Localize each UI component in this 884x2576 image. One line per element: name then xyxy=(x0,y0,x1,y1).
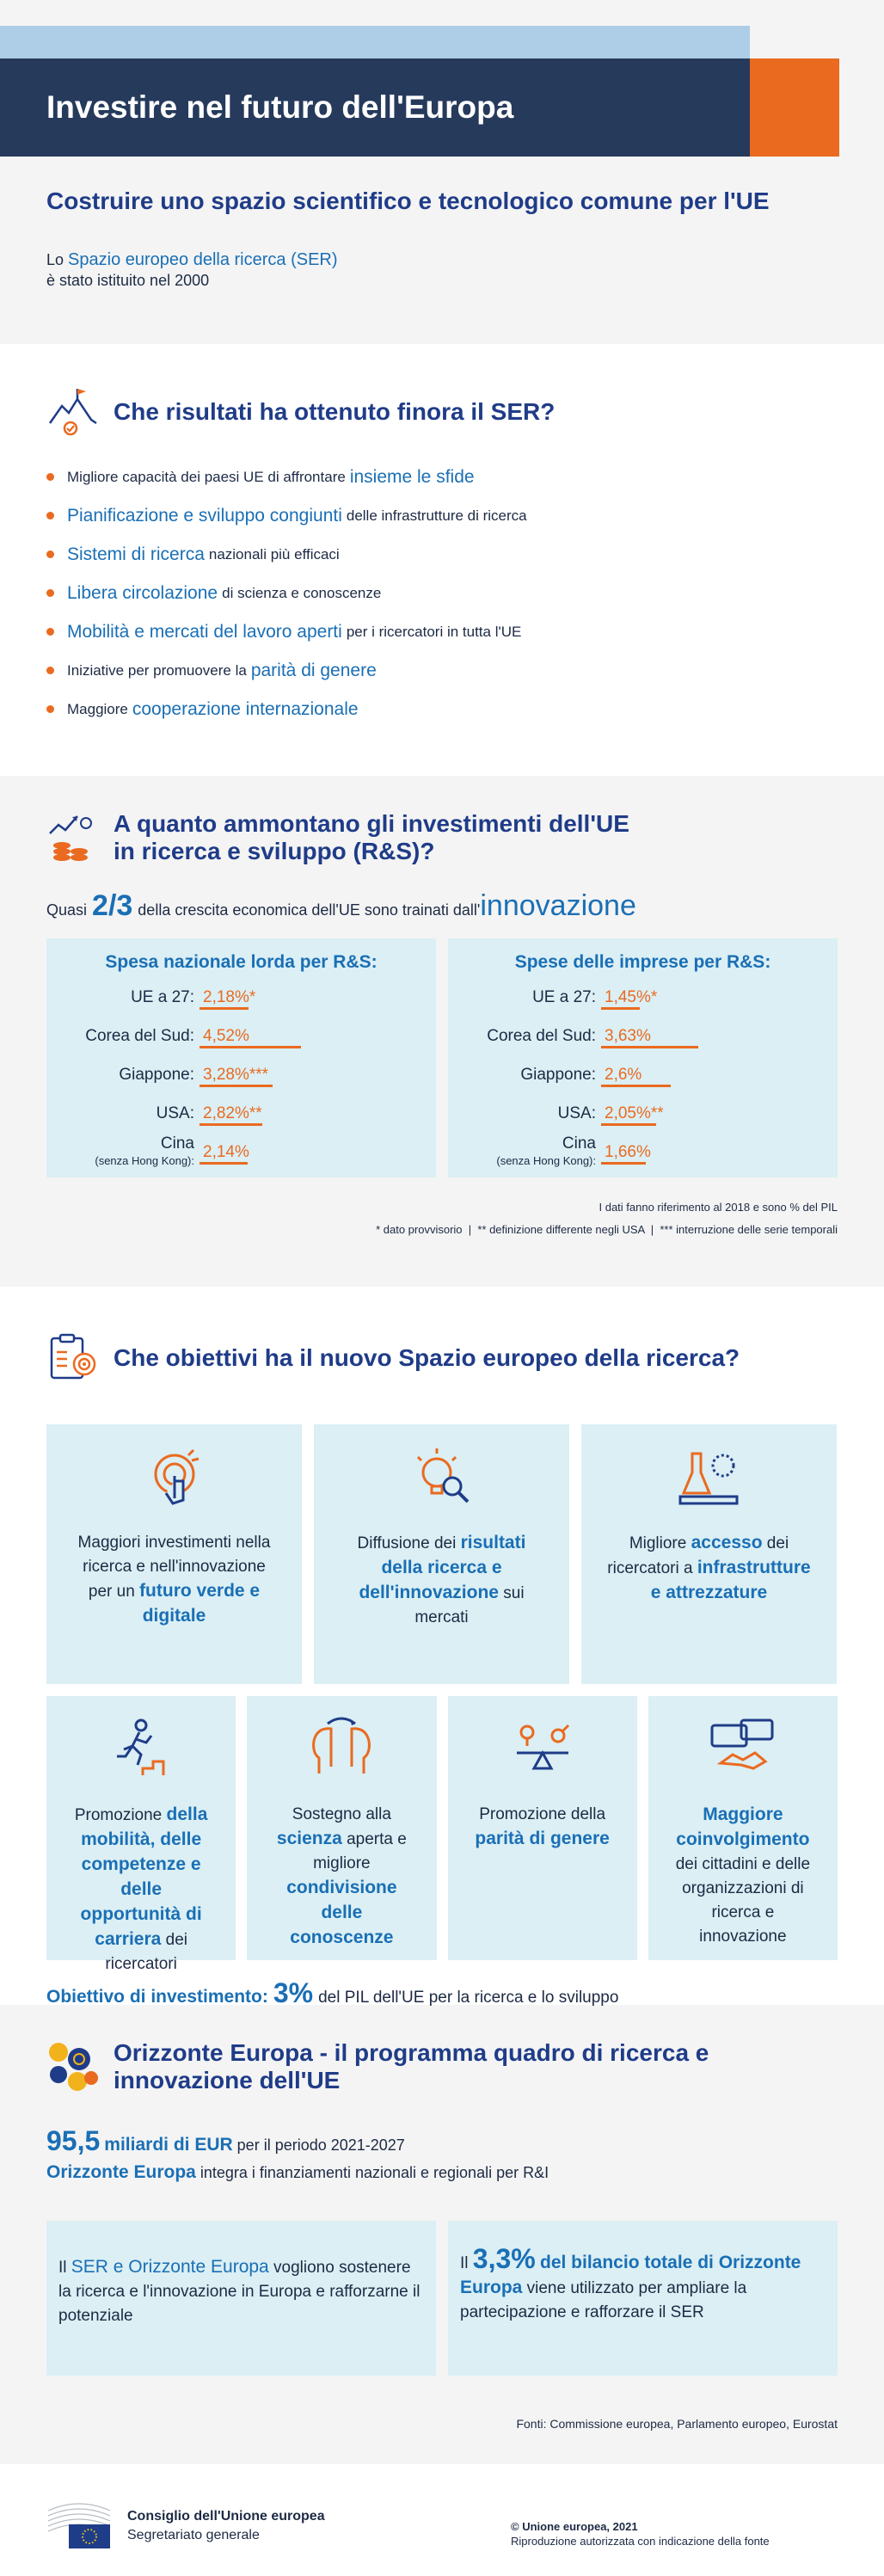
chart-row xyxy=(46,1094,436,1133)
panel2-highlight: del bilancio totale di Orizzonte Europa xyxy=(460,2253,801,2297)
data-label: 2,18%* xyxy=(203,987,256,1006)
objective-text xyxy=(314,1531,569,1630)
objective-plain: Promozione della xyxy=(479,1805,606,1823)
bar-line xyxy=(601,1123,656,1126)
data-label: 3,63% xyxy=(605,1026,651,1045)
bar xyxy=(200,1066,268,1085)
target-text: del PIL dell'UE per la ricerca e lo sviluppo xyxy=(318,1989,619,2007)
list-item xyxy=(46,690,838,729)
intro-section xyxy=(0,157,884,344)
objective-plain: dei ricercatori a xyxy=(607,1534,789,1577)
investments-title-line1: A quanto ammontano gli investimenti dell'UE xyxy=(114,810,629,837)
item-highlight: Pianificazione e sviluppo congiunti xyxy=(67,505,342,526)
notes-line1: I dati fanno riferimento al 2018 e sono % del PIL xyxy=(599,1201,838,1214)
data-label: 2,82%** xyxy=(203,1104,262,1122)
bar-line xyxy=(200,1007,249,1010)
objective-text xyxy=(581,1531,837,1606)
tick-label xyxy=(448,1135,601,1170)
tick-label xyxy=(46,1028,200,1045)
objective-text xyxy=(648,1803,838,1949)
copyright-line2: Riproduzione autorizzata con indicazione della fonte xyxy=(511,2535,770,2548)
horizon-highlight: Orizzonte Europa xyxy=(46,2162,196,2182)
chart-row xyxy=(46,1055,436,1094)
objective-card xyxy=(581,1424,837,1684)
objective-card xyxy=(648,1696,838,1960)
data-label: 1,66% xyxy=(605,1142,651,1161)
list-item xyxy=(46,574,838,612)
intro-text xyxy=(46,249,838,291)
item-pre: Maggiore xyxy=(67,700,128,717)
bar xyxy=(200,988,255,1007)
tick-label xyxy=(448,1028,601,1045)
objective-text xyxy=(247,1803,436,1951)
objectives-title: Che obiettivi ha il nuovo Spazio europeo della ricerca? xyxy=(114,1344,740,1371)
council-name xyxy=(127,2507,325,2545)
council-line2: Segretariato generale xyxy=(127,2528,260,2542)
category-label: Corea del Sud: xyxy=(487,1026,596,1045)
category-label: USA: xyxy=(156,1104,194,1122)
category-label: UE a 27: xyxy=(131,987,194,1006)
copyright xyxy=(511,2519,770,2548)
header-light-bar xyxy=(0,26,750,58)
council-logo xyxy=(46,2495,112,2550)
objective-plain: aperta e migliore xyxy=(313,1830,407,1872)
horizon-title xyxy=(114,2039,709,2094)
bar xyxy=(200,1143,249,1162)
category-label: Cina xyxy=(160,1134,194,1153)
tick-label xyxy=(46,1135,200,1170)
panel1-highlight: SER e Orizzonte Europa xyxy=(71,2257,269,2277)
list-item xyxy=(46,496,838,535)
quasi-pre: Quasi xyxy=(46,901,88,919)
investments-title-line2: in ricerca e sviluppo (R&S)? xyxy=(114,838,435,864)
category-label: Giappone: xyxy=(119,1065,194,1084)
item-highlight: cooperazione internazionale xyxy=(132,698,359,719)
category-label: Cina xyxy=(562,1134,596,1153)
panel1-pre: Il xyxy=(58,2259,67,2277)
chart-row xyxy=(448,1133,838,1171)
sources-note: Fonti: Commissione europea, Parlamento europeo, Eurostat xyxy=(516,2417,838,2431)
objective-plain: Migliore xyxy=(629,1534,691,1552)
gender-balance-icon xyxy=(508,1715,577,1784)
bar-line xyxy=(601,1007,640,1010)
item-highlight: Sistemi di ricerca xyxy=(67,544,205,564)
objective-plain: Promozione xyxy=(74,1806,167,1824)
bar-line xyxy=(200,1162,248,1165)
tick-label xyxy=(448,1067,601,1084)
objective-card xyxy=(46,1424,302,1684)
objective-highlight: della mobilità, delle competenze e delle opportunità di carriera xyxy=(80,1804,208,1949)
bar-line xyxy=(601,1162,646,1165)
chart-row xyxy=(448,1055,838,1094)
bar xyxy=(601,1143,651,1162)
data-label: 2,6% xyxy=(605,1065,642,1084)
bar xyxy=(601,1066,642,1085)
objective-highlight: accesso xyxy=(691,1533,763,1552)
category-note: (senza Hong Kong): xyxy=(496,1153,596,1167)
coins-growth-icon xyxy=(46,811,100,864)
horizon-title-line1: Orizzonte Europa - il programma quadro di ricerca e xyxy=(114,2039,709,2066)
objective-cards-row1 xyxy=(46,1424,838,1684)
bar-line xyxy=(601,1085,671,1087)
horizon-section xyxy=(0,2005,884,2464)
lightbulb-magnifier-icon xyxy=(408,1443,476,1512)
bar xyxy=(601,1027,651,1046)
horizon-title-line2: innovazione dell'UE xyxy=(114,2067,341,2093)
bar-line xyxy=(200,1085,273,1087)
bar xyxy=(601,1104,664,1123)
results-section xyxy=(0,344,884,776)
objectives-section xyxy=(0,1287,884,2008)
bar-line xyxy=(200,1046,301,1048)
budget-period: per il periodo 2021-2027 xyxy=(236,2136,405,2154)
growth-statement xyxy=(46,889,838,923)
category-label: Giappone: xyxy=(520,1065,596,1084)
objective-plain: sui mercati xyxy=(414,1584,525,1626)
bar-line xyxy=(601,1046,698,1048)
chart-panel-national xyxy=(46,938,436,1177)
objective-highlight: risultati della ricerca e dell'innovazione xyxy=(359,1533,526,1602)
chart-business-rows xyxy=(448,978,838,1171)
objective-card xyxy=(314,1424,569,1684)
objective-highlight: Maggiore coinvolgimento xyxy=(676,1804,810,1849)
touch-target-icon xyxy=(140,1443,209,1512)
tick-label xyxy=(448,989,601,1006)
intro-pre: Lo xyxy=(46,251,64,268)
budget-amount xyxy=(46,2125,838,2157)
data-label: 2,14% xyxy=(203,1142,249,1161)
objective-highlight: scienza xyxy=(276,1829,342,1848)
objective-highlight: infrastrutture e attrezzature xyxy=(650,1558,811,1602)
item-post: nazionali più efficaci xyxy=(208,545,340,563)
objective-plain: Maggiori investimenti nella ricerca e nell'innovazione per un xyxy=(77,1534,271,1601)
clipboard-target-icon xyxy=(46,1331,100,1385)
objective-plain: Sostegno alla xyxy=(292,1805,391,1823)
header-banner xyxy=(0,0,884,157)
page-title: Investire nel futuro dell'Europa xyxy=(46,89,514,125)
intro-line2: è stato istituito nel 2000 xyxy=(46,272,210,289)
council-line1: Consiglio dell'Unione europea xyxy=(127,2509,325,2524)
investments-section xyxy=(0,776,884,1287)
item-highlight: parità di genere xyxy=(250,660,377,680)
chart-row xyxy=(448,978,838,1017)
objective-text xyxy=(46,1531,302,1629)
results-list xyxy=(46,458,838,729)
tick-label xyxy=(46,1067,200,1084)
objective-plain: dei cittadini e delle organizzazioni di ricerca e innovazione xyxy=(675,1855,811,1946)
bar-line xyxy=(200,1123,262,1126)
category-label: Corea del Sud: xyxy=(85,1026,194,1045)
chart-row xyxy=(448,1094,838,1133)
objective-card xyxy=(46,1696,236,1973)
chart-notes xyxy=(46,1196,838,1241)
objective-plain: Diffusione dei xyxy=(357,1534,461,1552)
notes-line2: * dato provvisorio | ** definizione differente negli USA | *** interruzione delle serie temporali xyxy=(376,1223,838,1236)
heads-exchange-icon xyxy=(307,1715,376,1784)
quasi-mid: della crescita economica dell'UE sono trainati dall' xyxy=(138,901,481,919)
chart-national-rows xyxy=(46,978,436,1171)
copyright-line1: © Unione europea, 2021 xyxy=(511,2520,638,2533)
chart-row xyxy=(46,1133,436,1171)
two-thirds-value: 2/3 xyxy=(92,889,133,922)
panel2-pre: Il xyxy=(460,2254,469,2272)
data-label: 3,28%*** xyxy=(203,1065,269,1084)
panel1-text: vogliono sostenere la ricerca e l'innovazione in Europa e rafforzarne il potenziale xyxy=(58,2259,421,2325)
objective-highlight: parità di genere xyxy=(475,1829,610,1848)
item-highlight: Libera circolazione xyxy=(67,582,218,603)
target-label: Obiettivo di investimento: xyxy=(46,1987,268,2007)
objective-plain: dei ricercatori xyxy=(105,1931,187,1973)
item-highlight: Mobilità e mercati del lavoro aperti xyxy=(67,621,342,642)
category-label: USA: xyxy=(557,1104,596,1122)
data-label: 4,52% xyxy=(203,1026,249,1045)
list-item xyxy=(46,458,838,496)
footer xyxy=(0,2464,884,2576)
objective-text xyxy=(448,1803,637,1852)
category-label: UE a 27: xyxy=(532,987,596,1006)
chart-row xyxy=(46,978,436,1017)
item-pre: Migliore capacità dei paesi UE di affrontare xyxy=(67,468,346,485)
eu-gear-coins-icon xyxy=(46,2040,100,2093)
running-stairs-icon xyxy=(107,1715,175,1784)
tick-label xyxy=(448,1105,601,1122)
tick-label xyxy=(46,1105,200,1122)
header-orange-block xyxy=(750,58,839,157)
item-post: di scienza e conoscenze xyxy=(222,584,382,601)
objective-card xyxy=(448,1696,637,1960)
objective-cards-row2 xyxy=(46,1696,838,1973)
list-item xyxy=(46,535,838,574)
objective-highlight: futuro verde e digitale xyxy=(139,1581,261,1626)
integration-statement xyxy=(46,2162,838,2183)
mountain-flag-icon xyxy=(46,385,100,439)
item-highlight: insieme le sfide xyxy=(349,466,475,487)
horizon-panel-goals xyxy=(46,2221,436,2376)
bar xyxy=(601,988,657,1007)
chart-title: Spesa nazionale lorda per R&S: xyxy=(105,952,378,972)
chart-panel-business xyxy=(448,938,838,1177)
ser-highlight: Spazio europeo della ricerca (SER) xyxy=(68,250,338,269)
handshake-chat-icon xyxy=(709,1715,777,1784)
bar xyxy=(200,1027,249,1046)
item-post: per i ricercatori in tutta l'UE xyxy=(346,623,522,640)
panel2-text: viene utilizzato per ampliare la partecipazione e rafforzare il SER xyxy=(460,2279,747,2321)
results-title: Che risultati ha ottenuto finora il SER? xyxy=(114,398,556,425)
chart-row xyxy=(448,1017,838,1055)
horizon-panel-budget-share xyxy=(448,2221,838,2376)
item-post: delle infrastrutture di ricerca xyxy=(346,507,527,524)
budget-unit: miliardi di EUR xyxy=(104,2135,233,2155)
chart-title: Spese delle imprese per R&S: xyxy=(514,952,771,972)
objective-text xyxy=(46,1803,236,1977)
objective-card xyxy=(247,1696,436,1960)
target-pct: 3% xyxy=(273,1977,314,2008)
data-label: 1,45%* xyxy=(605,987,658,1006)
list-item xyxy=(46,612,838,651)
integration-text: integra i finanziamenti nazionali e regionali per R&I xyxy=(200,2164,549,2181)
list-item xyxy=(46,651,838,690)
intro-subtitle: Costruire uno spazio scientifico e tecnologico comune per l'UE xyxy=(46,188,770,214)
item-pre: Iniziative per promuovere la xyxy=(67,661,247,679)
innovation-word: innovazione xyxy=(480,889,636,922)
chart-row xyxy=(46,1017,436,1055)
category-note: (senza Hong Kong): xyxy=(95,1153,194,1167)
panel2-pct: 3,3% xyxy=(472,2243,536,2274)
tick-label xyxy=(46,989,200,1006)
lab-equipment-icon xyxy=(675,1443,744,1512)
investments-title xyxy=(114,810,629,865)
objective-highlight: condivisione delle conoscenze xyxy=(286,1878,397,1947)
budget-value: 95,5 xyxy=(46,2125,101,2156)
data-label: 2,05%** xyxy=(605,1104,664,1122)
bar xyxy=(200,1104,262,1123)
